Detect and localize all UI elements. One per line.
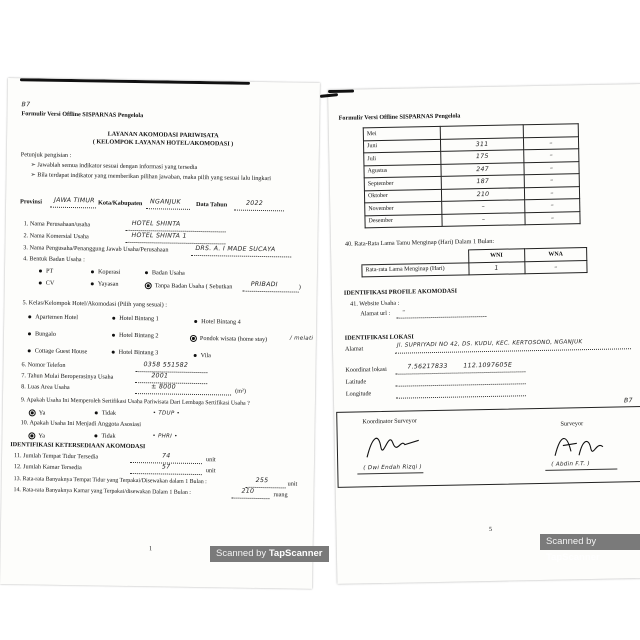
banner-brand: TapScanner — [268, 548, 323, 559]
month-cell: Agustus — [364, 164, 441, 178]
q9-option-ya — [29, 409, 46, 417]
q5-option — [194, 319, 241, 327]
q40-label: 40. Rata-Rata Lama Tamu Menginap (Hari) Dalam 1 Bulan: — [344, 237, 495, 248]
selected-circle-icon — [190, 335, 197, 342]
month-cell: September — [364, 176, 441, 190]
q10-option-tidak — [94, 433, 115, 440]
q8-unit: (m²) — [235, 387, 246, 395]
q9-option-tidak — [95, 410, 116, 417]
q41-sub-label: Alamat url : — [360, 309, 391, 318]
month-cell: Desember — [365, 214, 442, 228]
q5-option-selected — [190, 335, 267, 344]
q4-option-pt — [39, 269, 53, 276]
q2-label: 2. Nama Komersial Usaha — [23, 232, 89, 241]
option-label: Cottage Guest House — [34, 347, 88, 356]
q4-option-badan-usaha — [145, 270, 185, 277]
value-cell: 175 — [441, 150, 524, 164]
q11-value: 74 — [162, 452, 171, 460]
option-label: Hotel Bintang 2 — [118, 331, 159, 340]
bullet-icon — [28, 332, 31, 335]
q5-label: 5. Kelas/Kelompok Hotel/Akomodasi (Pilih yang sesuai) : — [22, 299, 168, 309]
q5-option — [194, 353, 211, 360]
scan-edge-mark — [328, 90, 354, 93]
q3-line — [191, 255, 291, 258]
month-cell: Oktober — [364, 189, 441, 203]
bullet-icon — [39, 270, 42, 273]
value-cell: – — [442, 212, 525, 226]
surveyor-name: ( Abdin F.T. ) — [551, 461, 591, 468]
header-wna: WNA — [524, 248, 586, 262]
q41-value: – — [402, 307, 406, 315]
scanned-by-banner-left — [210, 546, 329, 562]
surveyor-signature — [549, 429, 610, 464]
q5-option — [28, 348, 88, 356]
q11-label: 11. Jumlah Tempat Tidur Tersedia — [14, 452, 99, 461]
selected-circle-icon — [29, 409, 36, 416]
latitude-label: Latitude — [345, 378, 367, 386]
option-label: Bungalo — [34, 330, 57, 338]
section-title: IDENTIFIKASI KETERSEDIAAN AKOMODASI — [10, 441, 146, 451]
value-cell: 210 — [441, 187, 524, 201]
mark-cell: – — [524, 161, 579, 175]
bullet-icon — [112, 351, 115, 354]
provinsi-label: Provinsi — [20, 198, 43, 206]
mark-cell: – — [523, 136, 578, 150]
longitude-line — [396, 395, 526, 398]
instruction-item: ➢ Jawablah semua indikator sesuai dengan informasi yang tersedia — [30, 161, 198, 171]
form-name: Formulir Versi Offline SISPARNAS Pengelola — [21, 110, 144, 120]
bullet-icon — [28, 315, 31, 318]
koordinat-lon: 112.1097605E — [463, 361, 513, 370]
option-label: Hotel Bintang 1 — [119, 314, 159, 323]
bullet-icon — [91, 282, 94, 285]
option-label: Ya — [38, 409, 46, 417]
option-label: Tidak — [101, 409, 117, 417]
q14-unit: ruang — [273, 491, 288, 499]
bullet-icon — [145, 271, 148, 274]
provinsi-line — [50, 207, 96, 209]
option-label: Badan Usaha — [151, 269, 185, 277]
value-cell: 247 — [441, 162, 524, 176]
instruction-text: Bila terdapat indikator yang memberikan pilihan jawaban, maka pilih yang sesuai lalu lingkari — [37, 171, 272, 183]
option-label: CV — [45, 279, 55, 287]
surveyor-title: Surveyor — [560, 420, 584, 428]
q14-line — [231, 498, 269, 500]
latitude-line — [396, 383, 526, 386]
q6-value: 0358 551582 — [143, 361, 189, 369]
q8-line — [135, 393, 231, 396]
q2-value: HOTEL SHINTA 1 — [131, 231, 187, 240]
bullet-icon — [194, 354, 197, 357]
mark-cell: – — [524, 149, 579, 163]
banner-prefix: Scanned by — [216, 548, 269, 559]
selected-circle-icon — [28, 432, 35, 439]
tahun-value: 2022 — [246, 199, 264, 208]
page-code: B7 — [623, 397, 633, 405]
option-label: Ya — [38, 432, 46, 440]
wni-value: 1 — [468, 261, 525, 275]
bullet-icon — [194, 320, 197, 323]
scanned-by-banner-right — [540, 534, 640, 563]
q8-label: 8. Luas Area Usaha — [21, 383, 70, 392]
q7-value: 2001 — [151, 372, 169, 380]
instruction-item: ➢ Bila terdapat indikator yang memberikan pilihan jawaban, maka pilih yang sesuai lalu lingkari — [30, 171, 272, 183]
coordinator-signature — [359, 428, 430, 465]
provinsi-value: JAWA TIMUR — [54, 196, 95, 205]
form-title: LAYANAN AKOMODASI PARIWISATA — [107, 130, 219, 140]
month-cell: November — [365, 201, 442, 215]
kota-label: Kota/Kabupaten — [97, 199, 143, 208]
q14-value: 210 — [241, 487, 255, 495]
option-label: Tanpa Badan Usaha ( Sebutkan — [154, 282, 233, 291]
q13-label: 13. Rata-rata Banyaknya Tempat Tidur yang Terpakai/Disewakan dalam 1 Bulan : — [13, 476, 207, 486]
header-wni: WNI — [468, 249, 525, 263]
alamat-value: Jl. SUPRIYADI NO 42, DS. KUDU, KEC. KERTOSONO, NGANJUK — [396, 339, 583, 349]
page-number: 5 — [488, 525, 493, 533]
q5-option — [112, 333, 159, 341]
instruction-text: Jawablah semua indikator sesuai dengan informasi yang tersedia — [37, 161, 198, 171]
banner-prefix: Scanned by — [546, 536, 597, 547]
option-label: Apartemen Hotel — [35, 313, 79, 322]
row-label: Rata-rata Lama Menginap (Hari) — [362, 262, 469, 277]
page-number: 1 — [149, 545, 153, 553]
q5-note: / melati — [289, 335, 314, 342]
month-cell: Juni — [363, 139, 440, 153]
bullet-icon — [91, 270, 94, 273]
option-label: PT — [45, 267, 54, 275]
alamat-label: Alamat — [344, 345, 364, 353]
option-label: Hotel Bintang 4 — [201, 318, 241, 326]
q10-option-ya — [28, 432, 45, 440]
q9-note: • TDUP • — [152, 410, 181, 417]
selected-circle-icon — [145, 282, 152, 289]
mark-cell: – — [524, 186, 579, 200]
q6-line — [135, 371, 207, 373]
mark-cell: – — [525, 211, 580, 225]
q41-line — [396, 316, 486, 319]
q3-label: 3. Nama Pengusaha/Penanggung Jawab Usaha/Perusahaan — [23, 244, 169, 254]
q12-line — [130, 473, 202, 475]
month-cell: Mei — [363, 126, 440, 140]
q1-value: HOTEL SHINTA — [131, 219, 181, 228]
q1-label: 1. Nama Perusahaan/usaha — [23, 220, 91, 229]
q11-unit: unit — [205, 456, 216, 464]
left-form-page — [0, 78, 320, 589]
q12-unit: unit — [205, 467, 216, 475]
q8-value: ± 8000 — [151, 383, 176, 391]
koordinat-line — [395, 371, 525, 374]
wna-value: – — [525, 260, 587, 274]
banner-brand: TapScanner — [546, 552, 600, 563]
q4-close-paren: ) — [298, 283, 301, 291]
q3-value: DRS. A. I MADE SUCAYA — [195, 244, 276, 254]
q9-label: 9. Apakah Usaha Ini Memperoleh Sertifikasi Usaha Pariwisata Dari Lembaga Sertifikasi Usaha ? — [20, 397, 250, 407]
bullet-icon — [94, 434, 97, 437]
alamat-line — [395, 348, 631, 354]
q4-option-koperasi — [91, 269, 120, 276]
bullet-icon — [95, 411, 98, 414]
form-name: Formulir Versi Offline SISPARNAS Pengelola — [338, 112, 461, 122]
q4-label: 4. Bentuk Badan Usaha : — [23, 255, 85, 264]
right-form-page — [328, 84, 640, 584]
q7-label: 7. Tahun Mulai Beroperasinya Usaha — [21, 372, 114, 381]
bullet-icon — [112, 317, 115, 320]
coordinator-name: ( Dwi Endah Rizqi ) — [363, 464, 423, 472]
form-subtitle: ( KELOMPOK LAYANAN HOTEL/AKOMODASI ) — [92, 138, 234, 148]
q13-unit: unit — [287, 480, 298, 488]
coordinator-title: Koordinator Surveyor — [362, 417, 417, 426]
q4-line — [243, 291, 299, 293]
mark-cell: – — [525, 199, 580, 213]
value-cell: 311 — [440, 137, 523, 151]
q14-label: 14. Rata-rata Banyaknya Kamar yang Terpakai/disewakan Dalam 1 Bulan : — [13, 487, 192, 496]
mark-cell: – — [524, 174, 579, 188]
bullet-icon — [112, 334, 115, 337]
q5-option — [112, 350, 159, 358]
tahun-label: Data Tahun — [195, 200, 228, 209]
monthly-table — [363, 123, 581, 228]
q2-line — [125, 242, 225, 245]
q13-value: 255 — [255, 476, 269, 485]
option-label: Pondok wisata (home stay) — [199, 334, 268, 344]
section-lokasi-title: IDENTIFIKASI LOKASI — [344, 333, 414, 342]
q4-option-cv — [39, 281, 55, 288]
page-code: B7 — [21, 101, 31, 109]
q4-option-yayasan — [91, 281, 119, 288]
option-label: Hotel Bintang 3 — [118, 348, 159, 357]
instructions-label: Petunjuk pengisian : — [20, 151, 72, 160]
option-label: Yayasan — [97, 280, 119, 288]
q12-value: 57 — [161, 463, 171, 471]
q6-label: 6. Nomor Telefon — [21, 361, 66, 369]
kota-value: NGANJUK — [150, 198, 181, 206]
q12-label: 12. Jumlah Kamar Tersedia — [13, 463, 82, 472]
q5-option — [112, 316, 159, 324]
koordinat-label: Koordinat lokasi — [345, 365, 387, 374]
bullet-icon — [39, 282, 42, 285]
q5-option — [28, 314, 78, 322]
mark-cell — [523, 124, 578, 138]
koordinat-lat: 7.56217833 — [407, 362, 448, 371]
q10-note: • PHRI • — [152, 433, 178, 440]
q4-option-tanpa-badan — [145, 282, 233, 291]
value-cell: – — [442, 200, 525, 214]
section-profile-title: IDENTIFIKASI PROFILE AKOMODASI — [343, 287, 458, 297]
tahun-line — [234, 210, 284, 212]
length-of-stay-table — [361, 247, 587, 277]
q5-option — [28, 331, 56, 338]
longitude-label: Longitude — [345, 390, 372, 398]
q10-label: 10. Apakah Usaha Ini Menjadi Anggota Asosiasi — [20, 419, 142, 429]
option-label: Tidak — [101, 432, 116, 440]
value-cell: 187 — [441, 175, 524, 189]
option-label: Koperasi — [97, 268, 121, 276]
bullet-icon — [28, 349, 31, 352]
q41-label: 41. Website Usaha : — [350, 299, 400, 308]
kota-line — [146, 208, 190, 210]
option-label: Vila — [200, 352, 211, 360]
month-cell: Juli — [364, 151, 441, 165]
q4-value: PRIBADI — [250, 280, 278, 289]
scan-edge-mark — [20, 78, 250, 85]
